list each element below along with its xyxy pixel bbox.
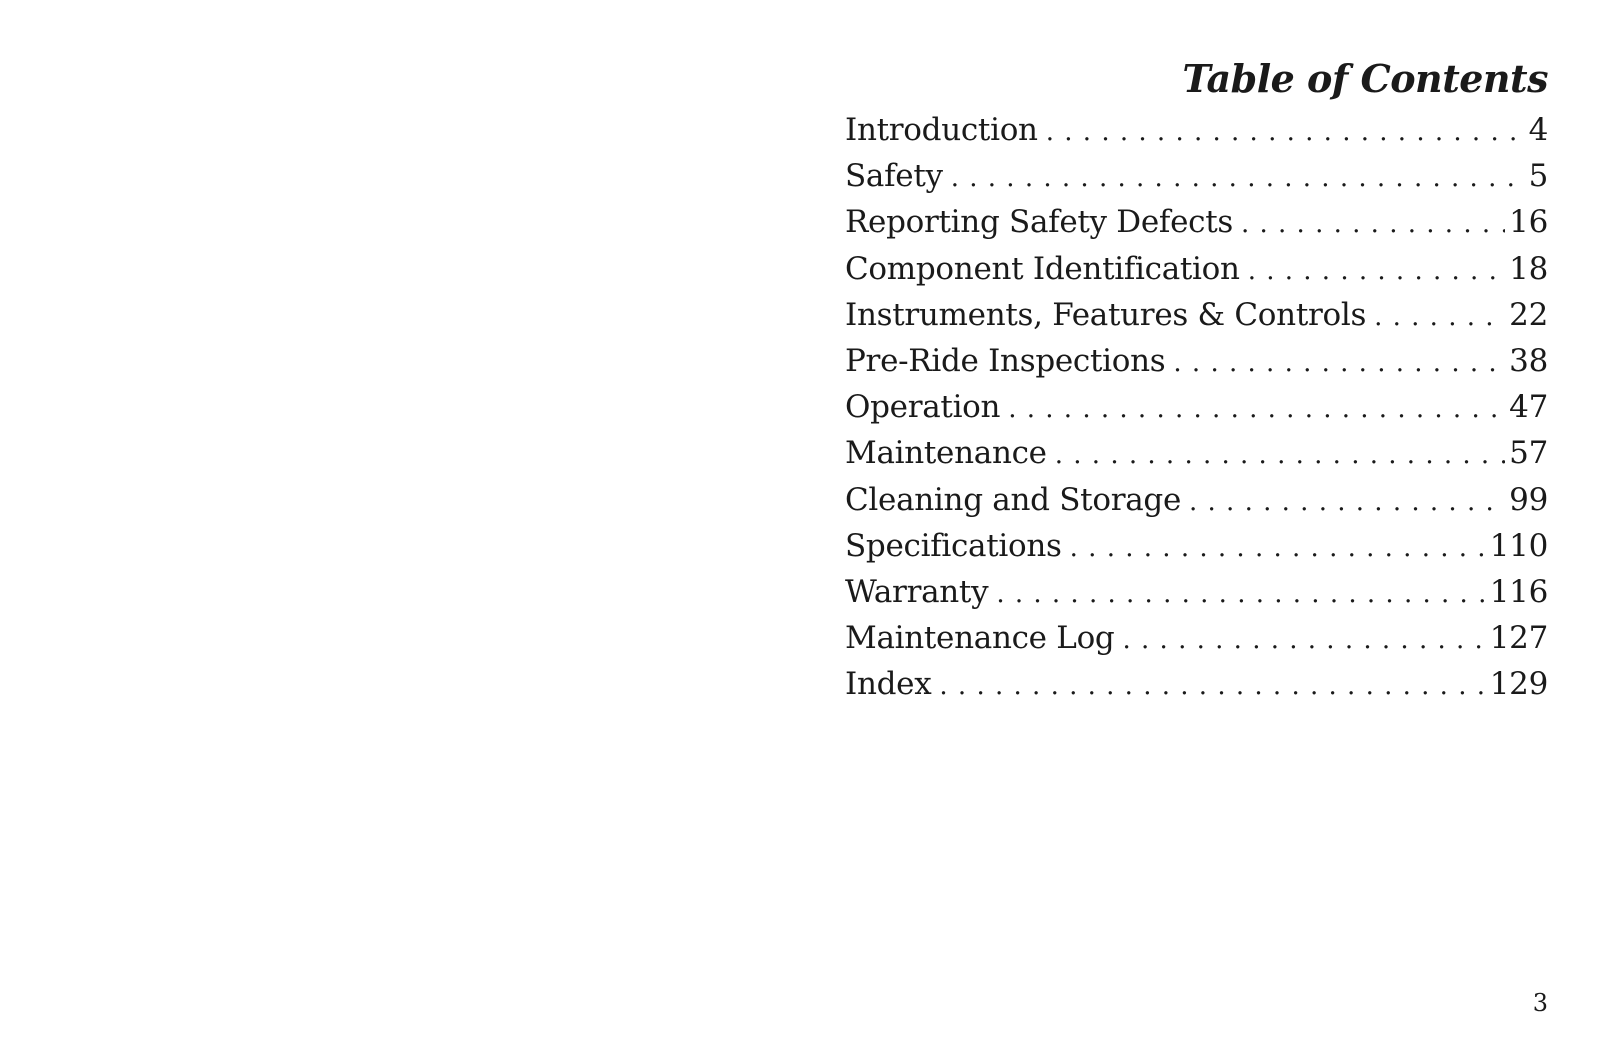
toc-list	[845, 107, 1548, 707]
toc-dot-leader	[1248, 248, 1505, 292]
toc-entry-component-identification[interactable]	[845, 246, 1548, 292]
toc-dot-leader	[1055, 432, 1505, 476]
toc-dot-leader	[1122, 617, 1485, 661]
toc-entry-reporting-safety-defects[interactable]	[845, 199, 1548, 245]
table-of-contents	[845, 55, 1548, 707]
toc-dot-leader	[1189, 479, 1505, 523]
toc-dot-leader	[1008, 386, 1505, 430]
toc-entry-specifications[interactable]	[845, 523, 1548, 569]
toc-entry-page: 127	[1489, 620, 1548, 657]
toc-entry-label: Instruments, Features & Controls	[845, 296, 1367, 333]
toc-dot-leader	[951, 155, 1525, 199]
toc-entry-page: 57	[1509, 435, 1548, 472]
toc-entry-page: 47	[1509, 389, 1548, 426]
toc-dot-leader	[1173, 340, 1505, 384]
toc-entry-pre-ride-inspections[interactable]	[845, 338, 1548, 384]
toc-entry-label: Safety	[845, 158, 943, 195]
toc-entry-introduction[interactable]	[845, 107, 1548, 153]
toc-entry-label: Pre-Ride Inspections	[845, 342, 1166, 379]
toc-dot-leader	[939, 663, 1485, 707]
toc-entry-label: Component Identification	[845, 250, 1240, 287]
toc-entry-instruments-features-controls[interactable]	[845, 292, 1548, 338]
toc-dot-leader	[1241, 201, 1505, 245]
toc-dot-leader	[996, 571, 1485, 615]
toc-entry-page: 5	[1528, 158, 1548, 195]
toc-dot-leader	[1046, 109, 1525, 153]
toc-entry-page: 116	[1489, 573, 1548, 610]
page-number: 3	[1532, 989, 1548, 1017]
toc-entry-label: Specifications	[845, 527, 1062, 564]
toc-entry-label: Maintenance Log	[845, 620, 1115, 657]
toc-entry-label: Cleaning and Storage	[845, 481, 1181, 518]
toc-entry-page: 110	[1489, 527, 1548, 564]
toc-entry-label: Index	[845, 666, 932, 703]
toc-dot-leader	[1070, 525, 1486, 569]
toc-entry-label: Reporting Safety Defects	[845, 204, 1233, 241]
toc-entry-safety[interactable]	[845, 153, 1548, 199]
toc-entry-maintenance[interactable]	[845, 430, 1548, 476]
toc-entry-warranty[interactable]	[845, 569, 1548, 615]
toc-entry-label: Maintenance	[845, 435, 1047, 472]
toc-entry-page: 16	[1509, 204, 1548, 241]
toc-entry-cleaning-and-storage[interactable]	[845, 477, 1548, 523]
toc-entry-operation[interactable]	[845, 384, 1548, 430]
toc-entry-page: 18	[1509, 250, 1548, 287]
toc-entry-maintenance-log[interactable]	[845, 615, 1548, 661]
toc-entry-page: 22	[1509, 296, 1548, 333]
toc-entry-index[interactable]	[845, 661, 1548, 707]
toc-entry-page: 99	[1509, 481, 1548, 518]
toc-entry-page: 38	[1509, 342, 1548, 379]
toc-dot-leader	[1374, 294, 1505, 338]
toc-title: Table of Contents	[1182, 56, 1548, 101]
toc-entry-label: Operation	[845, 389, 1001, 426]
toc-entry-label: Introduction	[845, 112, 1038, 148]
toc-entry-page: 4	[1528, 112, 1548, 148]
toc-entry-page: 129	[1489, 666, 1548, 703]
toc-entry-label: Warranty	[845, 573, 989, 610]
